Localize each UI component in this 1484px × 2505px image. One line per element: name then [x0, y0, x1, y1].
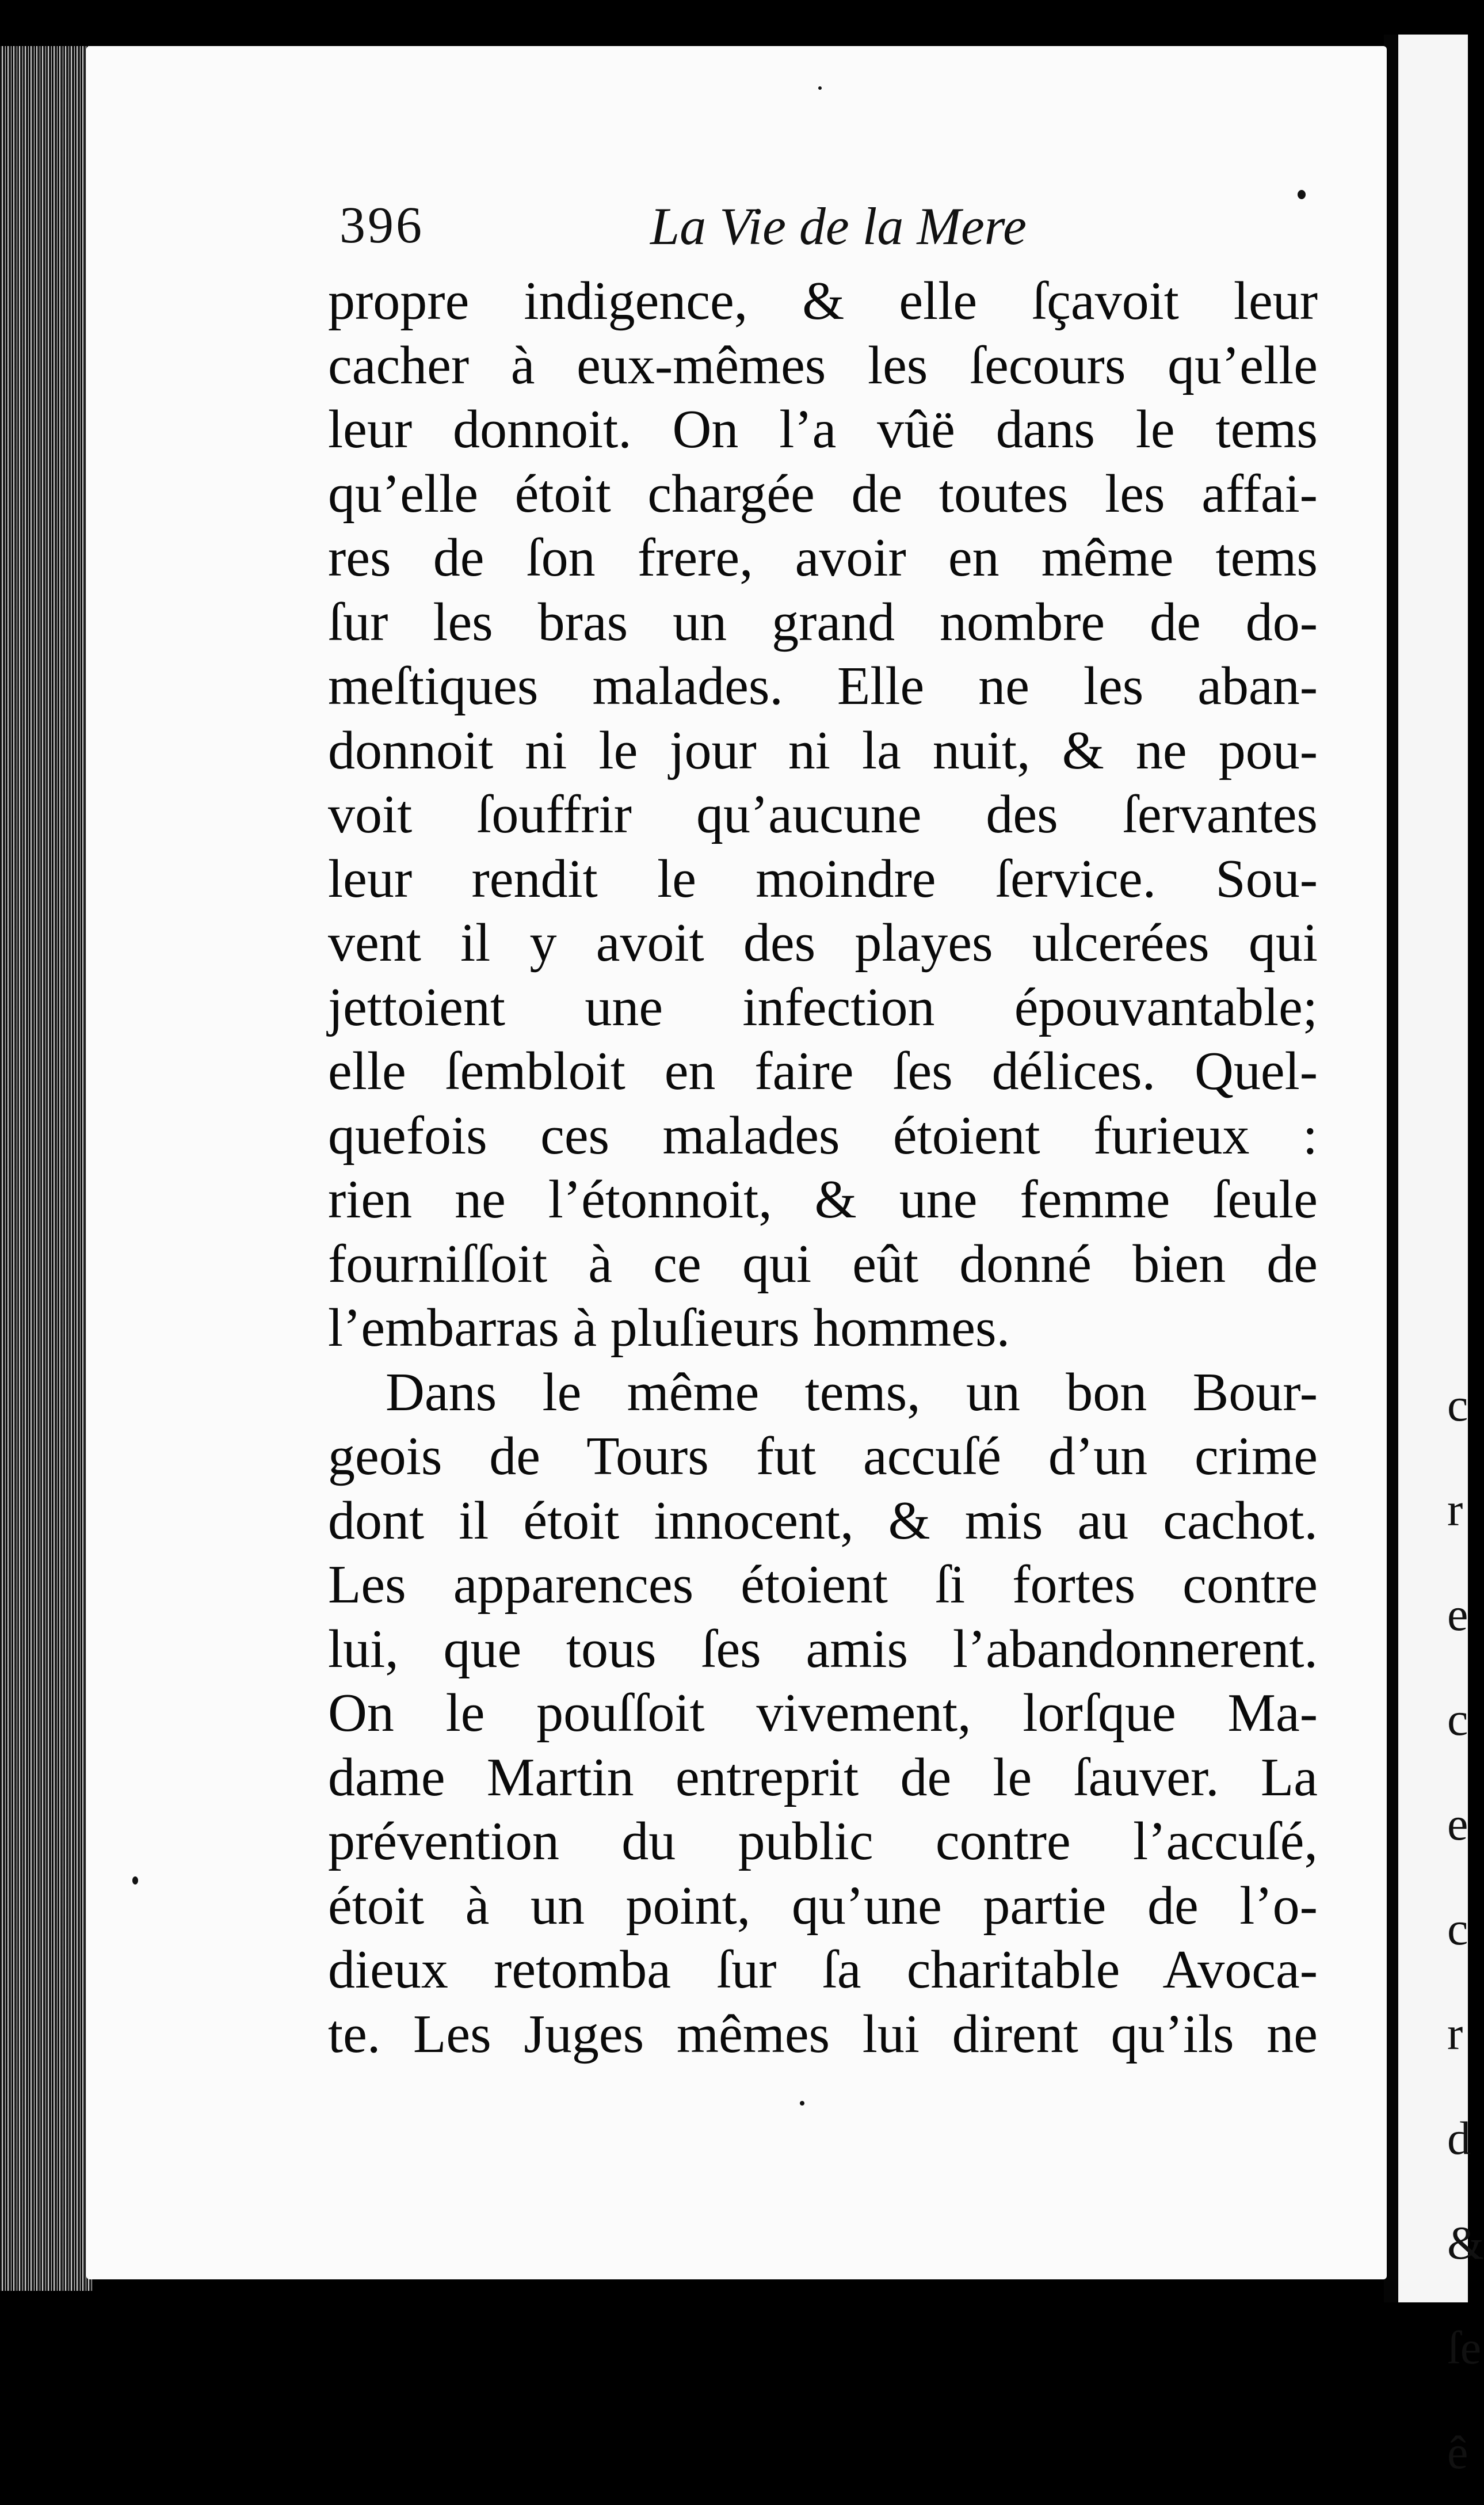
adjacent-letter: ê: [1447, 2426, 1468, 2479]
text-line: donnoit ni le jour ni la nuit, & ne pou-: [328, 720, 1318, 781]
text-line: Les apparences étoient ſi fortes contre: [328, 1555, 1318, 1615]
text-line: geois de Tours fut accuſé d’un crime: [328, 1426, 1318, 1486]
text-line: dieux retomba ſur ſa charitable Avoca-: [328, 1940, 1318, 2000]
text-line: meſtiques malades. Elle ne les aban-: [328, 656, 1318, 716]
adjacent-letter: ſe: [1447, 2321, 1482, 2374]
adjacent-page-letters: [1447, 1353, 1484, 2505]
text-line: dont il étoit innocent, & mis au cachot.: [328, 1490, 1318, 1551]
text-line: fourniſſoit à ce qui eût donné bien de: [328, 1234, 1318, 1294]
body-text: [328, 269, 1318, 2066]
text-line: res de ſon frere, avoir en même tems: [328, 528, 1318, 588]
text-line: prévention du public contre l’accuſé,: [328, 1811, 1318, 1871]
text-line: rien ne l’étonnoit, & une femme ſeule: [328, 1170, 1318, 1229]
text-line: ſur les bras un grand nombre de do-: [328, 592, 1318, 652]
text-line: On le pouſſoit vivement, lorſque Ma-: [328, 1683, 1318, 1743]
text-line: cacher à eux-mêmes les ſecours qu’elle: [328, 335, 1318, 395]
text-line: elle ſembloit en faire ſes délices. Quel-: [328, 1041, 1318, 1101]
scan-speck: [800, 2101, 804, 2106]
text-line: Dans le même tems, un bon Bour-: [386, 1362, 1318, 1422]
text-line: vent il y avoit des playes ulcerées qui: [328, 913, 1318, 973]
adjacent-letter: r: [1447, 1483, 1463, 1536]
page-number: 396: [339, 197, 424, 254]
text-line: leur rendit le moindre ſervice. Sou-: [328, 848, 1318, 909]
text-line: dame Martin entreprit de le ſauver. La: [328, 1747, 1318, 1807]
text-line: qu’elle étoit chargée de toutes les affai-: [328, 463, 1318, 524]
adjacent-letter: c: [1447, 1693, 1468, 1745]
adjacent-letter: c: [1447, 1379, 1468, 1431]
book-fore-edge: [0, 46, 92, 2291]
running-title: La Vie de la Mere: [650, 197, 1027, 256]
text-line: lui, que tous ſes amis l’abandonnerent.: [328, 1619, 1318, 1679]
scan-speck: [818, 86, 822, 90]
text-line: quefois ces malades étoient furieux :: [328, 1105, 1318, 1166]
text-line: te. Les Juges mêmes lui dirent qu’ils ne: [328, 2004, 1318, 2064]
text-line: l’embarras à pluſieurs hommes.: [328, 1298, 1010, 1358]
text-line: propre indigence, & elle ſçavoit leur: [328, 271, 1318, 331]
text-line: voit ſouffrir qu’aucune des ſervantes: [328, 785, 1318, 844]
adjacent-letter: e: [1447, 1798, 1468, 1850]
adjacent-letter: &: [1447, 2217, 1484, 2269]
adjacent-letter: r: [1447, 2007, 1463, 2059]
text-line: étoit à un point, qu’une partie de l’o-: [328, 1875, 1318, 1936]
adjacent-letter: c: [1447, 1902, 1468, 1955]
adjacent-letter: d: [1447, 2112, 1471, 2164]
text-line: leur donnoit. On l’a vûë dans le tems: [328, 399, 1318, 459]
text-line: jettoient une infection épouvantable;: [328, 977, 1318, 1037]
scan-speck: [132, 1876, 138, 1885]
adjacent-letter: e: [1447, 1588, 1468, 1640]
